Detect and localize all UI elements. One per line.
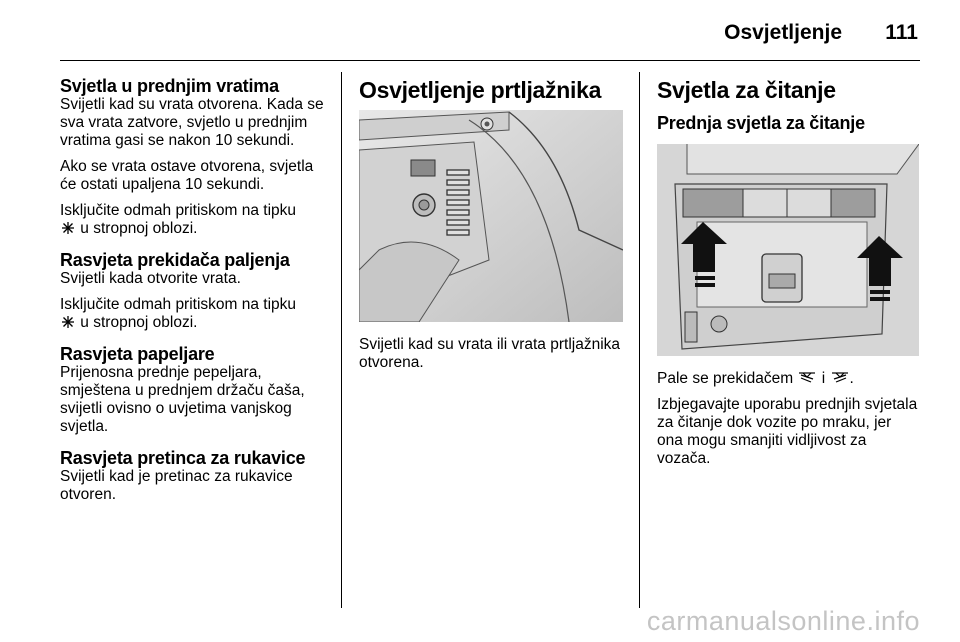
page-number: 111: [885, 21, 918, 44]
section-heading: Osvjetljenje prtljažnika: [359, 77, 602, 103]
section-heading: Svjetla u prednjim vratima: [60, 76, 279, 96]
section-ignition-light: [60, 250, 332, 332]
paragraph-text: .: [849, 370, 854, 387]
paragraph-text: i: [817, 370, 830, 387]
section-ashtray-light: [60, 344, 332, 436]
paragraph: Prijenosna prednje pepeljara, smještena u prednjem držaču čaša, svijetli ovisno o uvjetima vanjskog svjetla.: [60, 364, 305, 435]
column-1: [60, 76, 332, 516]
column-divider-1: [341, 72, 342, 608]
paragraph: [60, 296, 332, 332]
paragraph-text: u stropnoj oblozi.: [76, 314, 198, 331]
paragraph: Svijetli kad je pretinac za rukavice otvoren.: [60, 468, 293, 503]
reading-lamp-left-icon: [797, 371, 817, 385]
paragraph: Svijetli kada otvorite vrata.: [60, 270, 241, 287]
paragraph: Svijetli kad su vrata otvorena. Kada se sva vrata zatvore, svjetlo u prednjim vratima gasi se nakon 10 sekundi.: [60, 96, 324, 149]
reading-lights-illustration: [657, 144, 919, 356]
section-glovebox-light: [60, 448, 332, 504]
paragraph: [60, 202, 332, 238]
interior-light-off-icon: [60, 221, 76, 235]
paragraph-text: Isključite odmah pritiskom na tipku: [60, 202, 297, 219]
section-door-lights: [60, 76, 332, 238]
paragraph-text: Isključite odmah pritiskom na tipku: [60, 296, 297, 313]
reading-lamp-right-icon: [830, 371, 850, 385]
paragraph: Izbjegavajte uporabu prednjih svjetala za čitanje dok vozite po mraku, jer ona mogu smanjiti vidljivost za vozača.: [657, 396, 918, 467]
paragraph-text: u stropnoj oblozi.: [76, 220, 198, 237]
trunk-light-illustration: [359, 110, 623, 322]
column-3: [657, 76, 919, 476]
figure-caption: Svijetli kad su vrata ili vrata prtljažnika otvorena.: [359, 336, 621, 371]
subsection-heading: Prednja svjetla za čitanje: [657, 113, 865, 133]
paragraph: [657, 370, 919, 388]
paragraph: Ako se vrata ostave otvorena, svjetla će ostati upaljena 10 sekundi.: [60, 158, 314, 193]
section-heading: Svjetla za čitanje: [657, 77, 836, 103]
paragraph-text: Pale se prekidačem: [657, 370, 798, 387]
section-heading: Rasvjeta pretinca za rukavice: [60, 448, 306, 468]
interior-light-off-icon: [60, 315, 76, 329]
page-title: Osvjetljenje: [724, 21, 842, 44]
section-heading: Rasvjeta papeljare: [60, 344, 215, 364]
column-2: [359, 76, 625, 380]
section-heading: Rasvjeta prekidača paljenja: [60, 250, 290, 270]
column-divider-2: [639, 72, 640, 608]
watermark: carmanualsonline.info: [646, 606, 920, 636]
page-header: [60, 0, 920, 61]
